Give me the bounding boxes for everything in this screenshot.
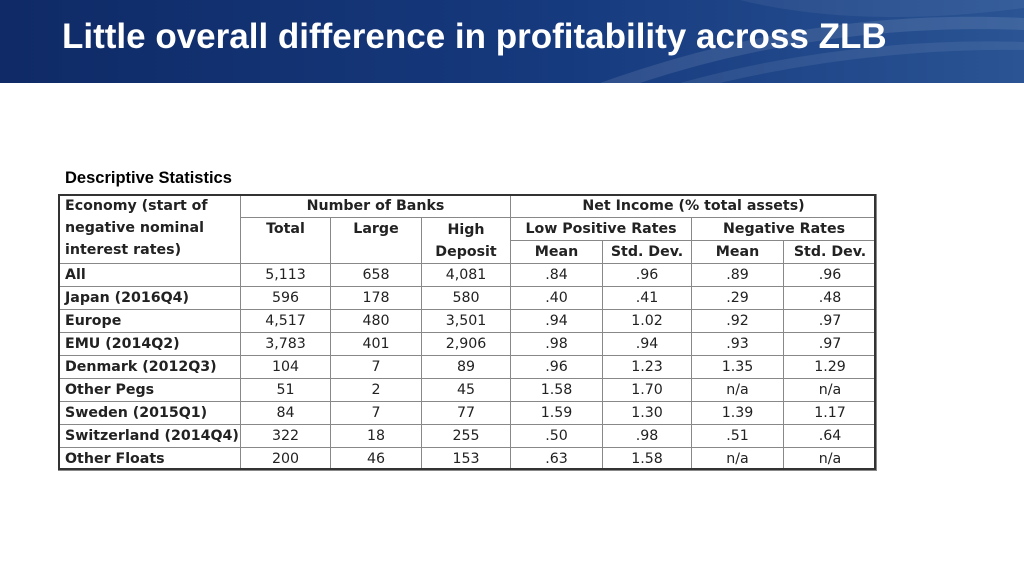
economy-header-line-2: negative nominal <box>65 220 204 236</box>
lp-mean-cell: .98 <box>511 333 603 356</box>
economy-cell: Sweden (2015Q1) <box>59 402 241 425</box>
nr-std-cell: .96 <box>784 264 877 287</box>
descriptive-statistics-table <box>58 194 877 471</box>
table-row <box>59 425 877 448</box>
lp-mean-cell: .40 <box>511 287 603 310</box>
lp-std-cell: .94 <box>603 333 692 356</box>
lp-std-cell: 1.23 <box>603 356 692 379</box>
economy-cell: All <box>59 264 241 287</box>
high-deposit-cell: 2,906 <box>422 333 511 356</box>
large-header: Large <box>331 218 422 264</box>
lp-std-cell: 1.30 <box>603 402 692 425</box>
table-row <box>59 264 877 287</box>
table-row <box>59 287 877 310</box>
high-deposit-cell: 580 <box>422 287 511 310</box>
nr-mean-cell: .29 <box>692 287 784 310</box>
economy-cell: Switzerland (2014Q4) <box>59 425 241 448</box>
economy-header-line-1: Economy (start of <box>65 198 208 214</box>
nr-mean-cell: n/a <box>692 448 784 471</box>
nr-std-cell: .48 <box>784 287 877 310</box>
net-income-header: Net Income (% total assets) <box>511 195 877 218</box>
nr-mean-header: Mean <box>692 241 784 264</box>
economy-header-line-3: interest rates) <box>65 242 182 258</box>
nr-mean-cell: 1.35 <box>692 356 784 379</box>
lp-mean-cell: 1.59 <box>511 402 603 425</box>
nr-mean-cell: .89 <box>692 264 784 287</box>
high-deposit-cell: 3,501 <box>422 310 511 333</box>
total-cell: 51 <box>241 379 331 402</box>
lp-std-cell: .41 <box>603 287 692 310</box>
high-deposit-cell: 255 <box>422 425 511 448</box>
nr-std-cell: n/a <box>784 379 877 402</box>
lp-mean-cell: 1.58 <box>511 379 603 402</box>
nr-mean-cell: n/a <box>692 379 784 402</box>
table-row <box>59 402 877 425</box>
table-row <box>59 448 877 471</box>
large-cell: 7 <box>331 356 422 379</box>
economy-cell: Other Floats <box>59 448 241 471</box>
low-positive-rates-header: Low Positive Rates <box>511 218 692 241</box>
lp-std-cell: .98 <box>603 425 692 448</box>
economy-cell: Europe <box>59 310 241 333</box>
high-deposit-cell: 77 <box>422 402 511 425</box>
nr-std-cell: .97 <box>784 310 877 333</box>
large-cell: 178 <box>331 287 422 310</box>
section-label: Descriptive Statistics <box>65 169 232 187</box>
total-cell: 596 <box>241 287 331 310</box>
nr-std-cell: .64 <box>784 425 877 448</box>
total-cell: 84 <box>241 402 331 425</box>
large-cell: 18 <box>331 425 422 448</box>
lp-std-header: Std. Dev. <box>603 241 692 264</box>
lp-std-cell: .96 <box>603 264 692 287</box>
economy-cell: EMU (2014Q2) <box>59 333 241 356</box>
lp-mean-cell: .94 <box>511 310 603 333</box>
lp-mean-cell: .50 <box>511 425 603 448</box>
total-cell: 200 <box>241 448 331 471</box>
nr-std-cell: 1.17 <box>784 402 877 425</box>
large-cell: 658 <box>331 264 422 287</box>
nr-std-cell: .97 <box>784 333 877 356</box>
economy-column-header <box>59 195 241 264</box>
table-row <box>59 333 877 356</box>
nr-mean-cell: .92 <box>692 310 784 333</box>
table-row <box>59 310 877 333</box>
high-deposit-line-1: High <box>447 221 485 238</box>
high-deposit-cell: 4,081 <box>422 264 511 287</box>
large-cell: 7 <box>331 402 422 425</box>
lp-mean-cell: .84 <box>511 264 603 287</box>
large-cell: 46 <box>331 448 422 471</box>
table-row <box>59 356 877 379</box>
page-title: Little overall difference in profitability across ZLB <box>62 17 887 56</box>
title-banner <box>0 0 1024 83</box>
economy-cell: Japan (2016Q4) <box>59 287 241 310</box>
nr-std-header: Std. Dev. <box>784 241 877 264</box>
large-cell: 401 <box>331 333 422 356</box>
large-cell: 480 <box>331 310 422 333</box>
economy-cell: Denmark (2012Q3) <box>59 356 241 379</box>
table-body <box>59 264 877 471</box>
total-cell: 4,517 <box>241 310 331 333</box>
nr-mean-cell: .51 <box>692 425 784 448</box>
total-cell: 3,783 <box>241 333 331 356</box>
lp-mean-cell: .63 <box>511 448 603 471</box>
total-cell: 104 <box>241 356 331 379</box>
large-cell: 2 <box>331 379 422 402</box>
lp-std-cell: 1.02 <box>603 310 692 333</box>
lp-mean-header: Mean <box>511 241 603 264</box>
number-of-banks-header: Number of Banks <box>241 195 511 218</box>
high-deposit-line-2: Deposit <box>435 243 497 260</box>
high-deposit-cell: 45 <box>422 379 511 402</box>
high-deposit-cell: 153 <box>422 448 511 471</box>
high-deposit-header <box>422 218 511 264</box>
high-deposit-cell: 89 <box>422 356 511 379</box>
total-cell: 5,113 <box>241 264 331 287</box>
nr-mean-cell: .93 <box>692 333 784 356</box>
lp-mean-cell: .96 <box>511 356 603 379</box>
nr-std-cell: 1.29 <box>784 356 877 379</box>
lp-std-cell: 1.58 <box>603 448 692 471</box>
nr-mean-cell: 1.39 <box>692 402 784 425</box>
total-cell: 322 <box>241 425 331 448</box>
lp-std-cell: 1.70 <box>603 379 692 402</box>
table-row <box>59 379 877 402</box>
total-header: Total <box>241 218 331 264</box>
negative-rates-header: Negative Rates <box>692 218 877 241</box>
economy-cell: Other Pegs <box>59 379 241 402</box>
nr-std-cell: n/a <box>784 448 877 471</box>
